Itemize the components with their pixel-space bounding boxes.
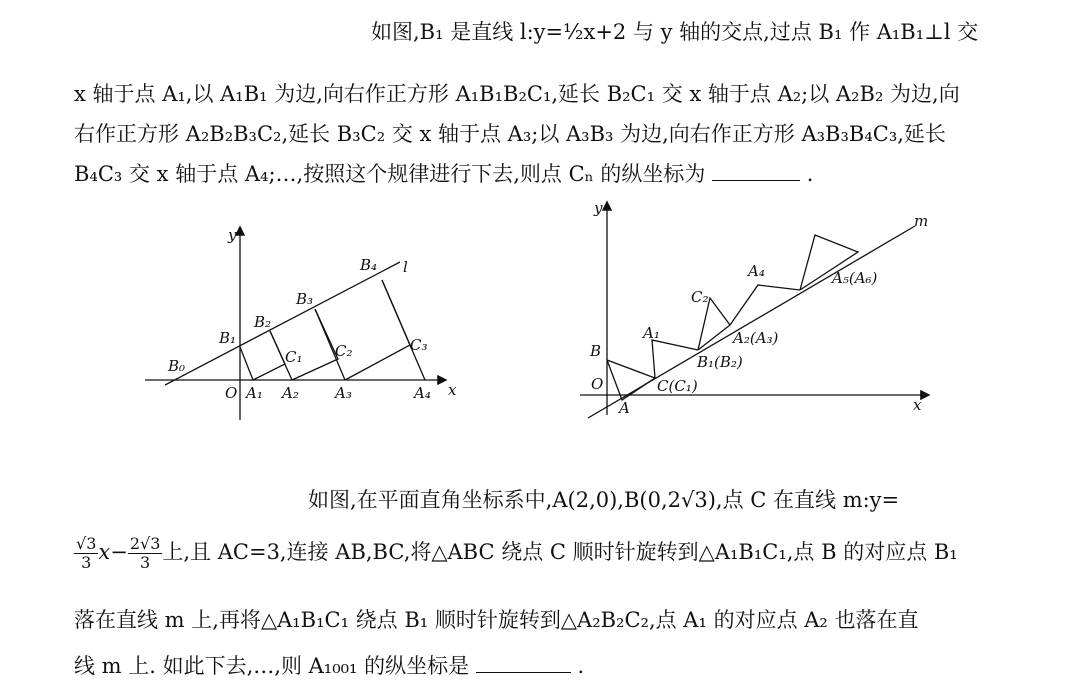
svg-text:C₂: C₂	[691, 288, 709, 306]
fraction-2sqrt3-over-3: $\frac{2√3}{3}$	[129, 534, 161, 572]
svg-text:A₄: A₄	[748, 262, 765, 280]
problem1-line2: x 轴于点 A₁,以 A₁B₁ 为边,向右作正方形 A₁B₁B₂C₁,延长 B₂C₁ 交 x 轴于点 A₂;以 A₂B₂ 为边,向	[74, 82, 960, 106]
fig1-square2	[292, 309, 338, 380]
svg-text:O: O	[591, 375, 604, 393]
fig2-triangle-ABC	[607, 360, 655, 400]
svg-text:C₂: C₂	[335, 342, 353, 360]
fig1-ext3	[382, 280, 425, 380]
svg-text:A₂(A₃): A₂(A₃)	[733, 329, 779, 347]
fig1-square3	[345, 280, 410, 380]
svg-text:y: y	[228, 226, 237, 244]
svg-text:B₄: B₄	[360, 256, 378, 274]
problem2-line1: 如图,在平面直角坐标系中,A(2,0),B(0,2√3),点 C 在直线 m:y=	[308, 488, 900, 512]
answer-blank-2[interactable]	[476, 672, 571, 673]
svg-text:A₅(A₆): A₅(A₆)	[832, 269, 878, 287]
svg-text:y: y	[594, 199, 603, 217]
svg-text:B₁: B₁	[219, 329, 237, 347]
fig1-line-l	[165, 262, 400, 385]
svg-text:A₂: A₂	[282, 384, 299, 402]
svg-text:C₁: C₁	[285, 348, 303, 366]
fraction-sqrt3-over-3: $\frac{√3}{3}$	[76, 534, 97, 572]
svg-text:x: x	[913, 396, 922, 414]
svg-text:A₃: A₃	[335, 384, 352, 402]
svg-text:O: O	[225, 384, 238, 402]
svg-text:A₄: A₄	[414, 384, 431, 402]
svg-text:A₁: A₁	[643, 324, 660, 342]
svg-text:C₃: C₃	[410, 336, 428, 354]
fig1-square1	[240, 331, 285, 380]
figure2-labels	[589, 199, 928, 417]
figure2	[580, 203, 928, 418]
svg-text:B₃: B₃	[296, 290, 314, 308]
svg-text:x: x	[448, 381, 457, 399]
svg-text:l: l	[403, 258, 408, 276]
problem1-line1: 如图,B₁ 是直线 l:y=½x+2 与 y 轴的交点,过点 B₁ 作 A₁B₁⊥l 交	[371, 20, 979, 44]
problem2-line4: 线 m 上. 如此下去,…,则 A₁₀₀₁ 的纵坐标是 .	[74, 654, 585, 678]
svg-text:m: m	[914, 212, 929, 230]
svg-text:B₀: B₀	[168, 357, 186, 375]
svg-text:B₂: B₂	[254, 313, 272, 331]
problem1-line3: 右作正方形 A₂B₂B₃C₂,延长 B₃C₂ 交 x 轴于点 A₃;以 A₃B₃ 为边,向右作正方形 A₃B₃B₄C₃,延长	[74, 122, 946, 146]
svg-text:A: A	[619, 399, 630, 417]
problem2-line3: 落在直线 m 上,再将△A₁B₁C₁ 绕点 B₁ 顺时针旋转到△A₂B₂C₂,点 A₁ 的对应点 A₂ 也落在直	[74, 608, 919, 632]
svg-text:A₁: A₁	[246, 384, 263, 402]
svg-text:C(C₁): C(C₁)	[657, 377, 698, 395]
svg-text:B: B	[590, 342, 602, 360]
problem2-line2: $\frac{√3}{3}$ x− $\frac{2√3}{3}$ 上,且 AC=3,连接 AB,BC,将△ABC 绕点 C 顺时针旋转到△A₁B₁C₁,点 B 的对应点 B₁	[76, 534, 958, 572]
fig2-triangle-3	[730, 285, 800, 325]
fig2-triangle-1	[652, 340, 698, 378]
problem1-line4: B₄C₃ 交 x 轴于点 A₄;…,按照这个规律进行下去,则点 Cₙ 的纵坐标为 .	[74, 162, 814, 186]
figure1-labels	[167, 226, 457, 402]
svg-text:B₁(B₂): B₁(B₂)	[697, 353, 743, 371]
